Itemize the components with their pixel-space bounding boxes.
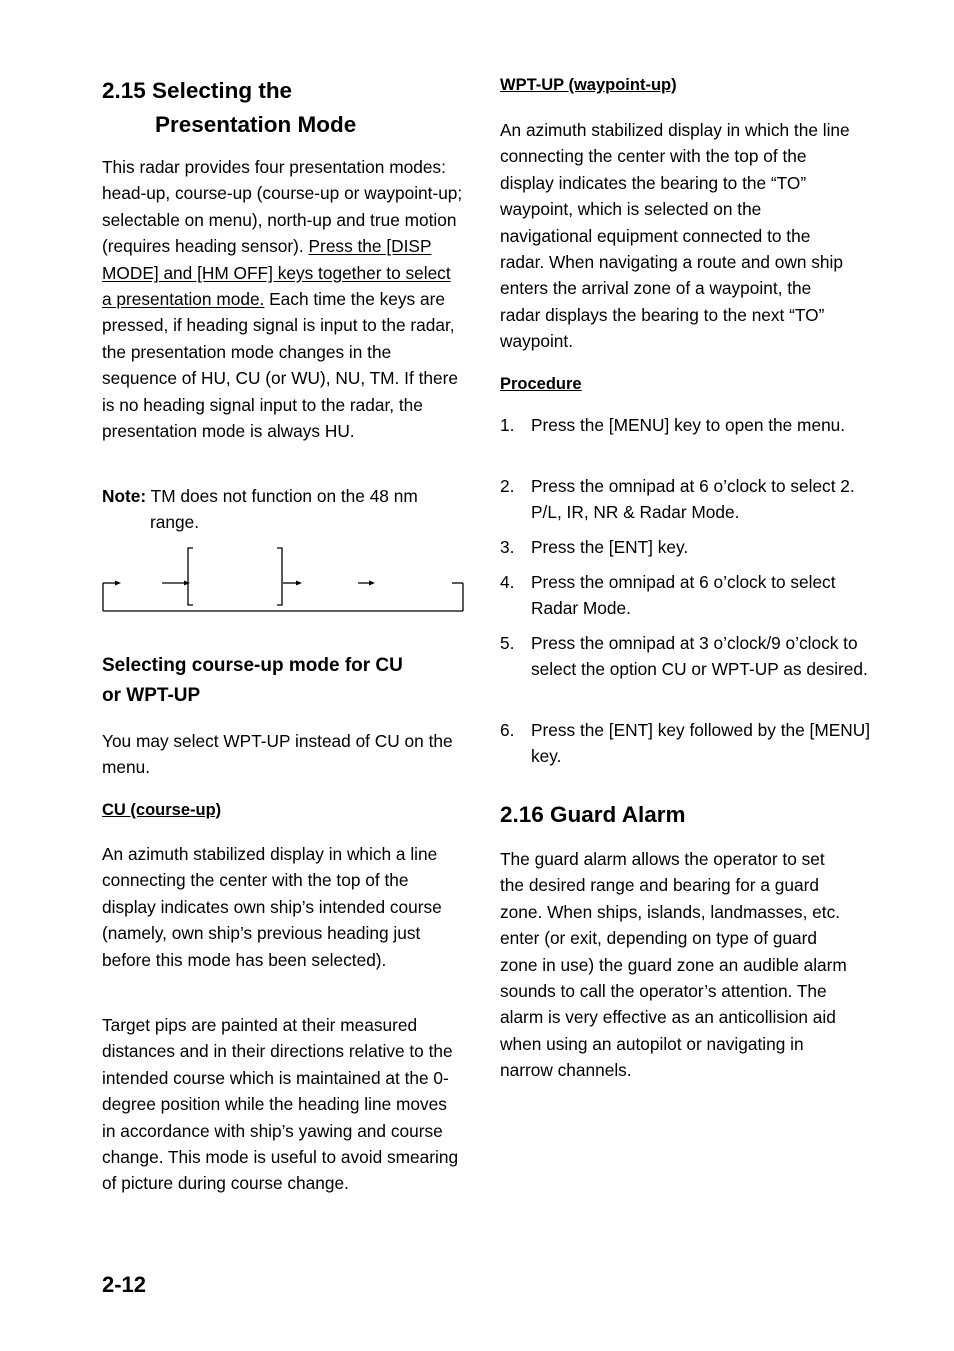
- bracket-left: [188, 548, 193, 605]
- step-number: 6.: [500, 720, 515, 740]
- section-title-2-16: 2.16 Guard Alarm: [500, 802, 686, 827]
- arrowhead-1: [115, 581, 121, 586]
- subsection-title-line2: or WPT-UP: [102, 684, 201, 706]
- step-text: Press the [MENU] key to open the menu.: [531, 415, 846, 435]
- step-text: Press the omnipad at 6 o’clock to select Radar Mode.: [531, 572, 836, 619]
- intro-paragraph: [102, 154, 464, 444]
- cu-paragraph-1: An azimuth stabilized display in which a line connecting the center with the top of the display indicates own ship’s intended course (namely, own ship’s previous heading just before this mode has been selected).: [102, 844, 442, 970]
- arrowhead-2: [184, 581, 190, 586]
- section-title-line2: Presentation Mode: [155, 112, 357, 137]
- arrowhead-4: [369, 581, 375, 586]
- step-text: Press the [ENT] key followed by the [MENU] key.: [531, 720, 871, 767]
- step-number: 5.: [500, 633, 515, 653]
- intro-text-after: Each time the keys are pressed, if heading signal is input to the radar, the presentation mode changes in the sequence of HU, CU (or WU), NU, TM. If there is no heading signal input to the radar, the presentation mode is always HU.: [102, 289, 458, 442]
- bracket-right: [277, 548, 282, 605]
- procedure-step: [500, 569, 883, 622]
- procedure-step: [500, 717, 883, 770]
- step-number: 3.: [500, 537, 515, 557]
- subsection-intro: You may select WPT-UP instead of CU on the menu.: [102, 731, 453, 778]
- wpt-paragraph: An azimuth stabilized display in which the line connecting the center with the top of the display indicates the bearing to the “TO” waypoint, which is selected on the navigational equipment connected to the radar. When navigating a route and own ship enters the arrival zone of a waypoint, the radar displays the bearing to the next “TO” waypoint.: [500, 120, 850, 352]
- step-number: 2.: [500, 476, 515, 496]
- arrowhead-3: [296, 581, 302, 586]
- procedure-step: [500, 473, 883, 526]
- step-text: Press the [ENT] key.: [531, 537, 689, 557]
- step-text: Press the omnipad at 6 o’clock to select 2. P/L, IR, NR & Radar Mode.: [531, 476, 855, 523]
- intro-text-underlined: Press the [DISP MODE] and [HM OFF] keys together to select a presentation mode.: [102, 236, 451, 310]
- wpt-heading: WPT-UP (waypoint-up): [500, 76, 677, 94]
- section-title-line1: 2.15 Selecting the: [102, 78, 293, 103]
- note-block: [102, 483, 464, 536]
- section-title-2-15: [102, 74, 464, 142]
- intro-text-before: This radar provides four presentation modes: head-up, course-up (course-up or waypoint-up; selectable on menu), north-up and true motion (requires heading sensor).: [102, 157, 463, 257]
- procedure-step: [500, 412, 883, 438]
- procedure-heading: Procedure: [500, 375, 582, 393]
- step-number: 4.: [500, 572, 515, 592]
- note-text-cont: range.: [150, 512, 200, 533]
- subsection-title-line1: Selecting course-up mode for CU: [102, 655, 403, 676]
- note-text: TM does not function on the 48 nm: [146, 486, 418, 506]
- page-number: 2-12: [102, 1272, 147, 1297]
- subsection-title: [102, 651, 464, 710]
- procedure-step: [500, 630, 883, 683]
- step-text: Press the omnipad at 3 o’clock/9 o’clock to select the option CU or WPT-UP as desired.: [531, 633, 868, 680]
- mode-sequence-diagram: [100, 545, 468, 615]
- guard-alarm-paragraph: The guard alarm allows the operator to set the desired range and bearing for a guard zone. When ships, islands, landmasses, etc. enter (or exit, depending on type of guard zone in use) the guard zone an audible alarm sounds to call the operator’s attention. The alarm is very effective as an anticollision aid when using an autopilot or navigating in narrow channels.: [500, 849, 847, 1081]
- cu-heading: CU (course-up): [102, 801, 222, 819]
- procedure-step: [500, 534, 883, 560]
- step-number: 1.: [500, 415, 515, 435]
- cu-paragraph-2: Target pips are painted at their measured distances and in their directions relative to the intended course which is maintained at the 0-degree position while the heading line moves in accordance with ship’s yawing and course change. This mode is useful to avoid smearing of picture during course change.: [102, 1015, 459, 1194]
- note-label: Note:: [102, 486, 147, 506]
